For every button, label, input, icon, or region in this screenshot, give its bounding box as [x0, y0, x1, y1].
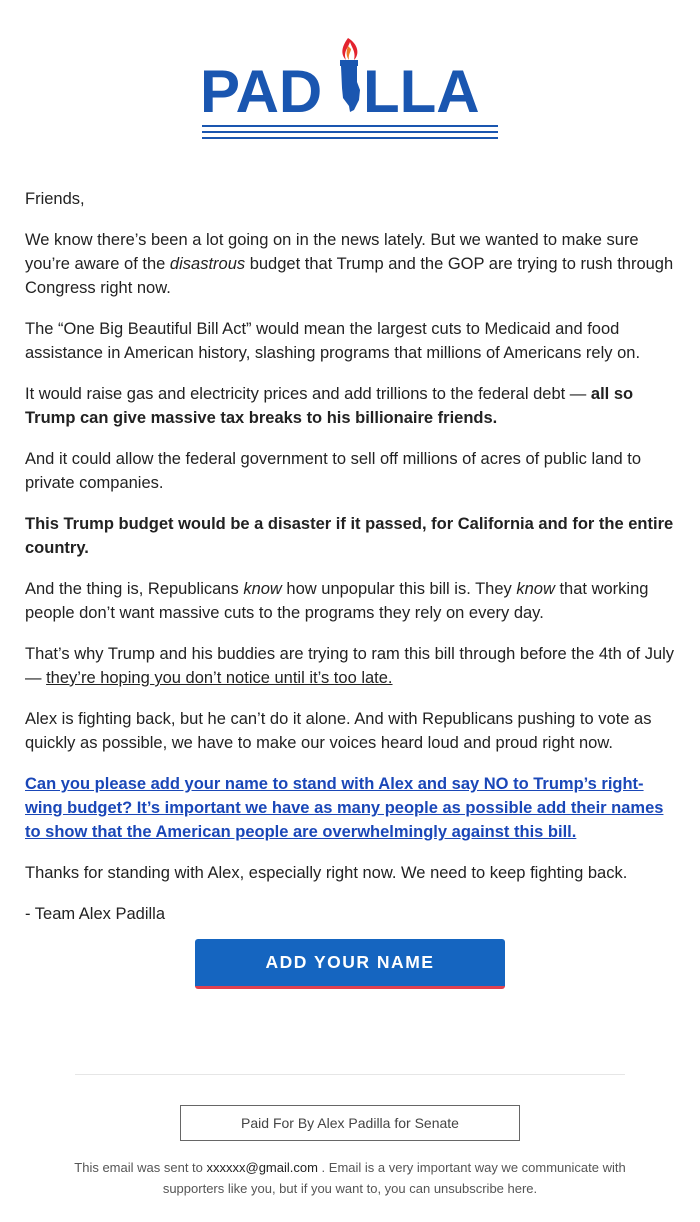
paragraph-8: Alex is fighting back, but he can’t do it alone. And with Republicans pushing to vote as quickly as possible, we have to make our voices heard loud and proud right now.	[25, 710, 652, 752]
paragraph-7	[25, 642, 675, 690]
p1-text-end: budget that Trump and the GOP are trying to rush through Congress right now.	[25, 255, 674, 297]
paragraph-4: And it could allow the federal government to sell off millions of acres of public land to private companies.	[25, 450, 642, 492]
p6-text: And the thing is, Republicans	[25, 580, 244, 598]
greeting: Friends,	[25, 190, 85, 208]
p6-text-end: that working people don’t want massive cuts to the programs they rely on every day.	[25, 580, 649, 622]
p6-emphasis-2: know	[516, 580, 555, 598]
paid-for-disclaimer: Paid For By Alex Padilla for Senate	[180, 1105, 520, 1141]
signoff: - Team Alex Padilla	[25, 905, 166, 923]
p3-bold: all so Trump can give massive tax breaks to his billionaire friends.	[25, 385, 634, 427]
paragraph-1	[25, 228, 675, 300]
add-your-name-button[interactable]: ADD YOUR NAME	[195, 939, 505, 989]
footer-period: .	[533, 1181, 538, 1196]
footer-divider	[75, 1074, 625, 1075]
paragraph-9: Thanks for standing with Alex, especially right now. We need to keep fighting back.	[25, 864, 628, 882]
p1-text: We know there’s been a lot going on in the news lately. But we wanted to make sure you’re aware of the	[25, 231, 639, 273]
footer-text	[50, 1157, 650, 1199]
p6-text-mid: how unpopular this bill is. They	[281, 580, 517, 598]
logo-stripe	[202, 137, 498, 139]
logo-stripe	[202, 131, 498, 133]
torch-icon	[340, 38, 360, 112]
p6-emphasis-1: know	[243, 580, 282, 598]
p5-bold: This Trump budget would be a disaster if it passed, for California and for the entire country.	[25, 515, 674, 557]
p7-text: That’s why Trump and his buddies are trying to ram this bill through before the 4th of July —	[25, 645, 675, 687]
footer-sent-to-end: . Email is a very important way we communicate with supporters like you, but if you want to, you can	[162, 1160, 626, 1196]
p3-text: It would raise gas and electricity prices and add trillions to the federal debt —	[25, 385, 591, 403]
p1-emphasis: disastrous	[169, 255, 246, 273]
paragraph-2: The “One Big Beautiful Bill Act” would mean the largest cuts to Medicaid and food assistance in American history, slashing programs that millions of Americans rely on.	[25, 320, 641, 362]
petition-link[interactable]: Can you please add your name to stand with Alex and say NO to Trump’s right-wing budget? It’s important we have as many people as possible add their names to show that the American people are overwhelmingly against this bill.	[25, 775, 664, 841]
logo-stripe	[202, 125, 498, 127]
paragraph-6	[25, 577, 675, 625]
footer-sent-to: This email was sent to	[74, 1160, 207, 1175]
unsubscribe-link[interactable]: unsubscribe here	[433, 1181, 534, 1196]
p7-underline: they’re hoping you don’t notice until it’s too late.	[46, 669, 393, 687]
padilla-logo-graphic	[200, 30, 500, 150]
logo-text-right: LLA	[363, 58, 480, 125]
padilla-logo	[0, 30, 700, 150]
paragraph-3	[25, 382, 675, 430]
logo-text-left: PAD	[200, 58, 323, 125]
paragraph-5	[25, 512, 675, 560]
email-body	[25, 187, 675, 943]
recipient-email: xxxxxx@gmail.com	[206, 1160, 318, 1175]
cta-paragraph	[25, 772, 675, 844]
